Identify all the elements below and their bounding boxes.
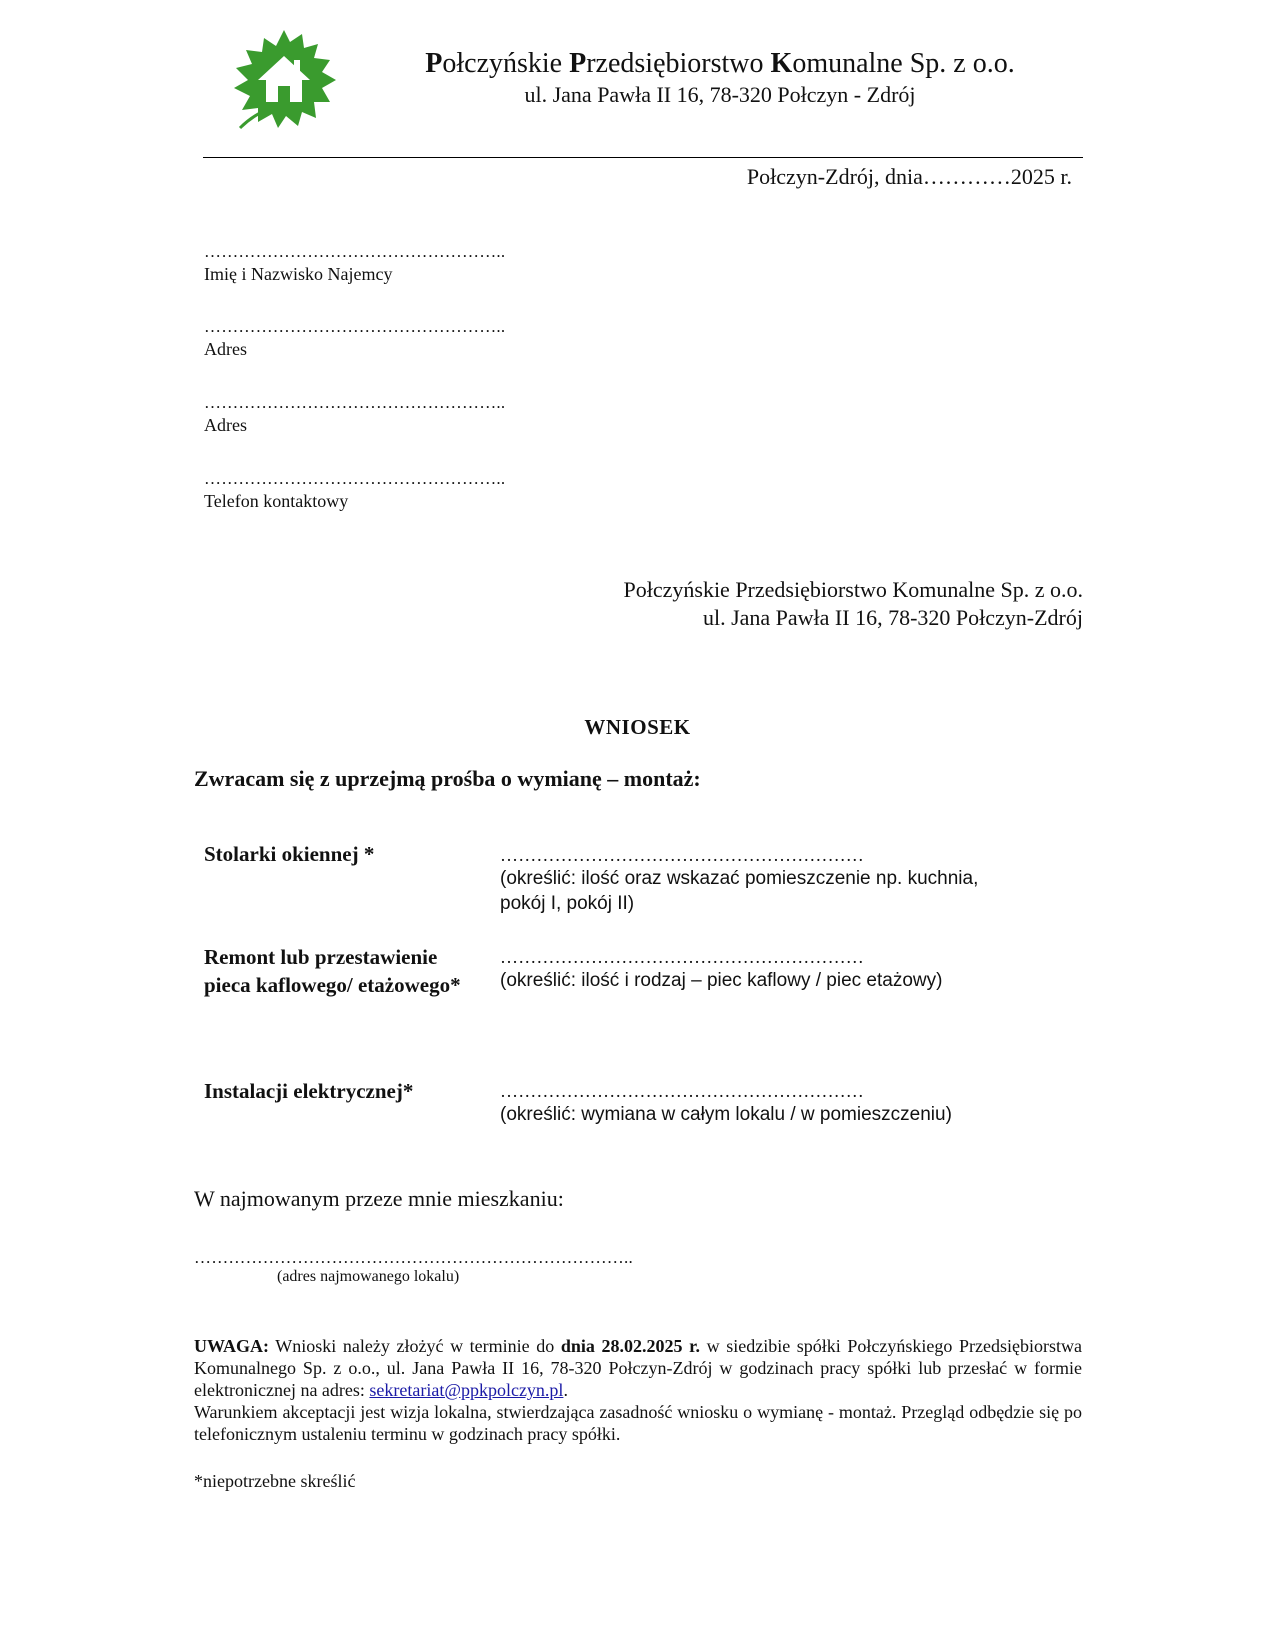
- rented-address-caption: (adres najmowanego lokalu): [277, 1268, 460, 1285]
- rented-address-fill-in-line[interactable]: …………………………………………………………………..: [194, 1248, 633, 1267]
- item-note-stove: (określić: ilość i rodzaj – piec kaflowy / piec etażowy): [500, 970, 943, 991]
- fill-in-line[interactable]: ……………………………………………..: [204, 469, 506, 488]
- company-name-part-1: Połczyńskie: [425, 48, 570, 79]
- notice-text-1: Wnioski należy złożyć w terminie do: [269, 1336, 561, 1356]
- applicant-phone-field[interactable]: [204, 469, 704, 512]
- company-name-part-2: Przedsiębiorstwo: [569, 48, 771, 79]
- company-address: ul. Jana Pawła II 16, 78-320 Połczyn - Zdrój: [524, 82, 916, 107]
- company-logo: [228, 26, 340, 132]
- rented-apartment-label: W najmowanym przeze mnie mieszkaniu:: [194, 1186, 564, 1211]
- field-label: Imię i Nazwisko Najemcy: [204, 264, 393, 284]
- notice-text-2: w siedzibie spółki Połczyńskiego Przedsiębiorstwa Komunalnego Sp. z o.o., ul. Jana Pawła II 16, 78-320 Połczyn-Zdrój w godzinach pracy spółki lub przesłać w formie elektronicznej na adres:: [194, 1336, 1082, 1400]
- company-name: [330, 48, 1110, 80]
- fill-in-line[interactable]: ……………………………………………..: [204, 317, 506, 336]
- leaf-house-logo-icon: [228, 26, 340, 132]
- item-title-windows: Stolarki okiennej *: [204, 842, 375, 866]
- field-label: Adres: [204, 339, 247, 359]
- applicant-address-field-1[interactable]: [204, 317, 704, 360]
- footnote: *niepotrzebne skreślić: [194, 1471, 356, 1491]
- recipient-block: [624, 576, 1084, 632]
- field-label: Telefon kontaktowy: [204, 491, 349, 511]
- place-date: Połczyn-Zdrój, dnia…………2025 r.: [746, 164, 1072, 189]
- fill-in-line[interactable]: ……………………………………………..: [204, 393, 506, 412]
- item-title-stove: Remont lub przestawienie pieca kaflowego/ etażowego*: [204, 945, 461, 997]
- notice-paragraph-2: Warunkiem akceptacji jest wizja lokalna, stwierdzająca zasadność wniosku o wymianę - montaż. Przegląd odbędzie się po telefonicznym ustaleniu terminu w godzinach pracy spółki.: [194, 1402, 1082, 1444]
- header-divider: [203, 157, 1083, 158]
- company-name-part-3: Komunalne Sp. z o.o.: [770, 48, 1015, 79]
- request-intro: Zwracam się z uprzejmą prośba o wymianę – montaż:: [194, 766, 701, 791]
- field-label: Adres: [204, 415, 247, 435]
- notice-paragraph-1: [194, 1335, 1082, 1401]
- notice-text-3: .: [563, 1380, 568, 1400]
- applicant-name-field[interactable]: [204, 242, 704, 285]
- item-fill-in-line-electrical[interactable]: ……………………………………………………: [500, 1081, 864, 1101]
- notice-uwaga: UWAGA:: [194, 1336, 269, 1356]
- item-title-electrical: Instalacji elektrycznej*: [204, 1079, 414, 1103]
- item-note-electrical: (określić: wymiana w całym lokalu / w pomieszczeniu): [500, 1104, 952, 1125]
- item-fill-in-line-stove[interactable]: ……………………………………………………: [500, 947, 864, 967]
- notice-block: [194, 1335, 1082, 1445]
- recipient-address: ul. Jana Pawła II 16, 78-320 Połczyn-Zdrój: [702, 605, 1083, 630]
- email-link[interactable]: sekretariat@ppkpolczyn.pl: [369, 1380, 564, 1400]
- recipient-name: Połczyńskie Przedsiębiorstwo Komunalne Sp. z o.o.: [623, 577, 1083, 602]
- fill-in-line[interactable]: ……………………………………………..: [204, 242, 506, 261]
- item-note-windows: (określić: ilość oraz wskazać pomieszczenie np. kuchnia, pokój I, pokój II): [500, 868, 979, 914]
- item-fill-in-line-windows[interactable]: ……………………………………………………: [500, 845, 864, 865]
- applicant-address-field-2[interactable]: [204, 393, 704, 436]
- notice-deadline: dnia 28.02.2025 r.: [560, 1336, 700, 1356]
- document-title: WNIOSEK: [584, 715, 691, 739]
